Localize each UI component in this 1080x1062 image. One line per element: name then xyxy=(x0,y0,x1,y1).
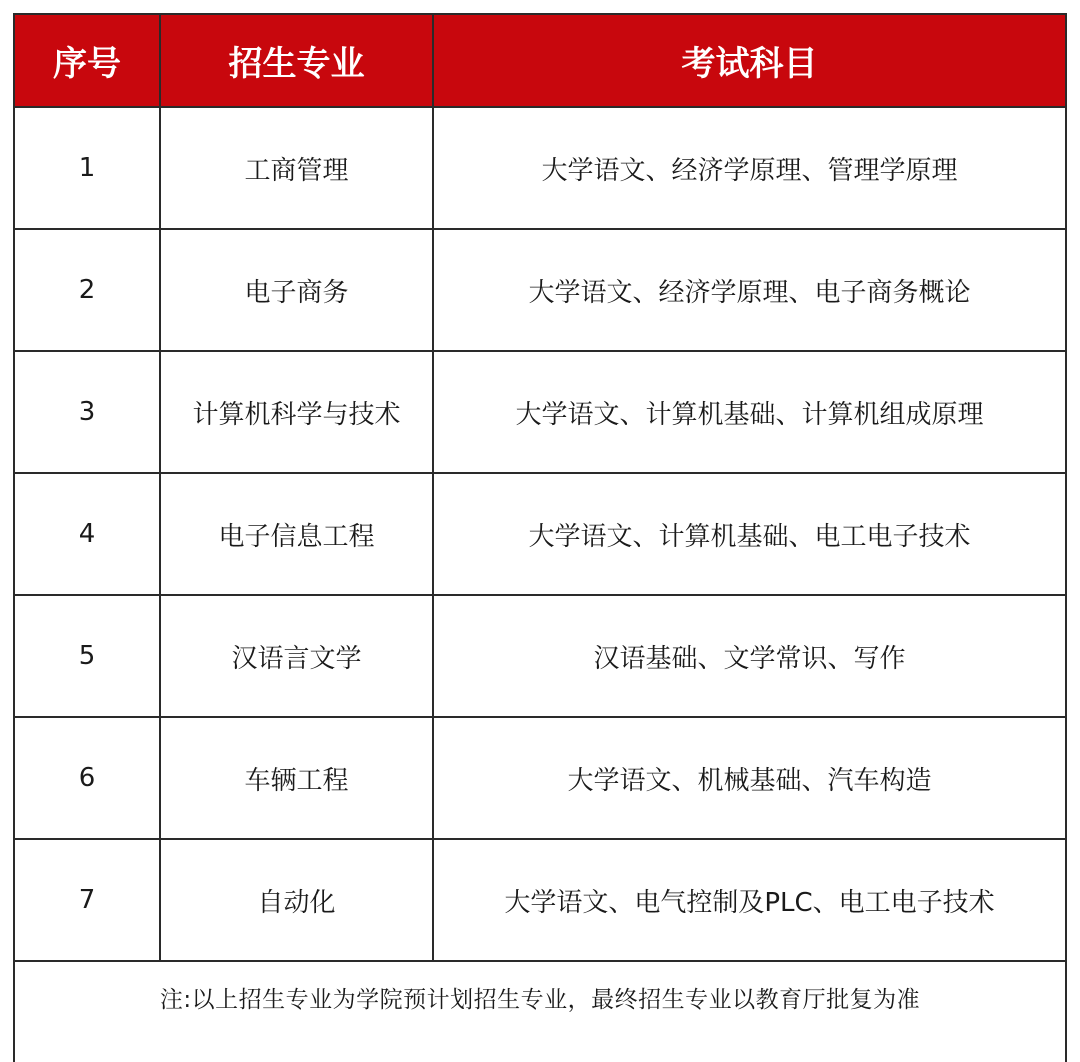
footnote: 注:以上招生专业为学院预计划招生专业，最终招生专业以教育厅批复为准 xyxy=(159,986,921,1013)
table-row xyxy=(15,717,1065,839)
serial-number-cell: 6 xyxy=(15,717,160,839)
serial-number-cell: 1 xyxy=(15,107,160,229)
subjects-cell: 大学语文、电气控制及PLC、电工电子技术 xyxy=(433,839,1065,961)
header-serial-number: 序号 xyxy=(15,14,160,107)
table-row xyxy=(15,107,1065,229)
subjects-cell: 大学语文、计算机基础、电工电子技术 xyxy=(433,473,1065,595)
major-cell: 车辆工程 xyxy=(160,717,433,839)
table-body xyxy=(15,107,1065,961)
table-row xyxy=(15,229,1065,351)
subjects-cell: 大学语文、计算机基础、计算机组成原理 xyxy=(433,351,1065,473)
major-cell: 自动化 xyxy=(160,839,433,961)
subjects-cell: 大学语文、经济学原理、管理学原理 xyxy=(433,107,1065,229)
table-row xyxy=(15,595,1065,717)
major-cell: 电子商务 xyxy=(160,229,433,351)
serial-number-cell: 4 xyxy=(15,473,160,595)
table-row xyxy=(15,839,1065,961)
header-row xyxy=(15,14,1065,107)
header-major: 招生专业 xyxy=(160,14,433,107)
major-cell: 工商管理 xyxy=(160,107,433,229)
major-cell: 电子信息工程 xyxy=(160,473,433,595)
subjects-cell: 大学语文、经济学原理、电子商务概论 xyxy=(433,229,1065,351)
serial-number-cell: 3 xyxy=(15,351,160,473)
subjects-cell: 汉语基础、文学常识、写作 xyxy=(433,595,1065,717)
admissions-table-container xyxy=(13,13,1067,1062)
subjects-cell: 大学语文、机械基础、汽车构造 xyxy=(433,717,1065,839)
table-row xyxy=(15,351,1065,473)
serial-number-cell: 2 xyxy=(15,229,160,351)
major-cell: 计算机科学与技术 xyxy=(160,351,433,473)
header-exam-subjects: 考试科目 xyxy=(433,14,1065,107)
table-header xyxy=(15,14,1065,107)
table-row xyxy=(15,473,1065,595)
serial-number-cell: 7 xyxy=(15,839,160,961)
serial-number-cell: 5 xyxy=(15,595,160,717)
major-cell: 汉语言文学 xyxy=(160,595,433,717)
admissions-table xyxy=(15,13,1065,962)
